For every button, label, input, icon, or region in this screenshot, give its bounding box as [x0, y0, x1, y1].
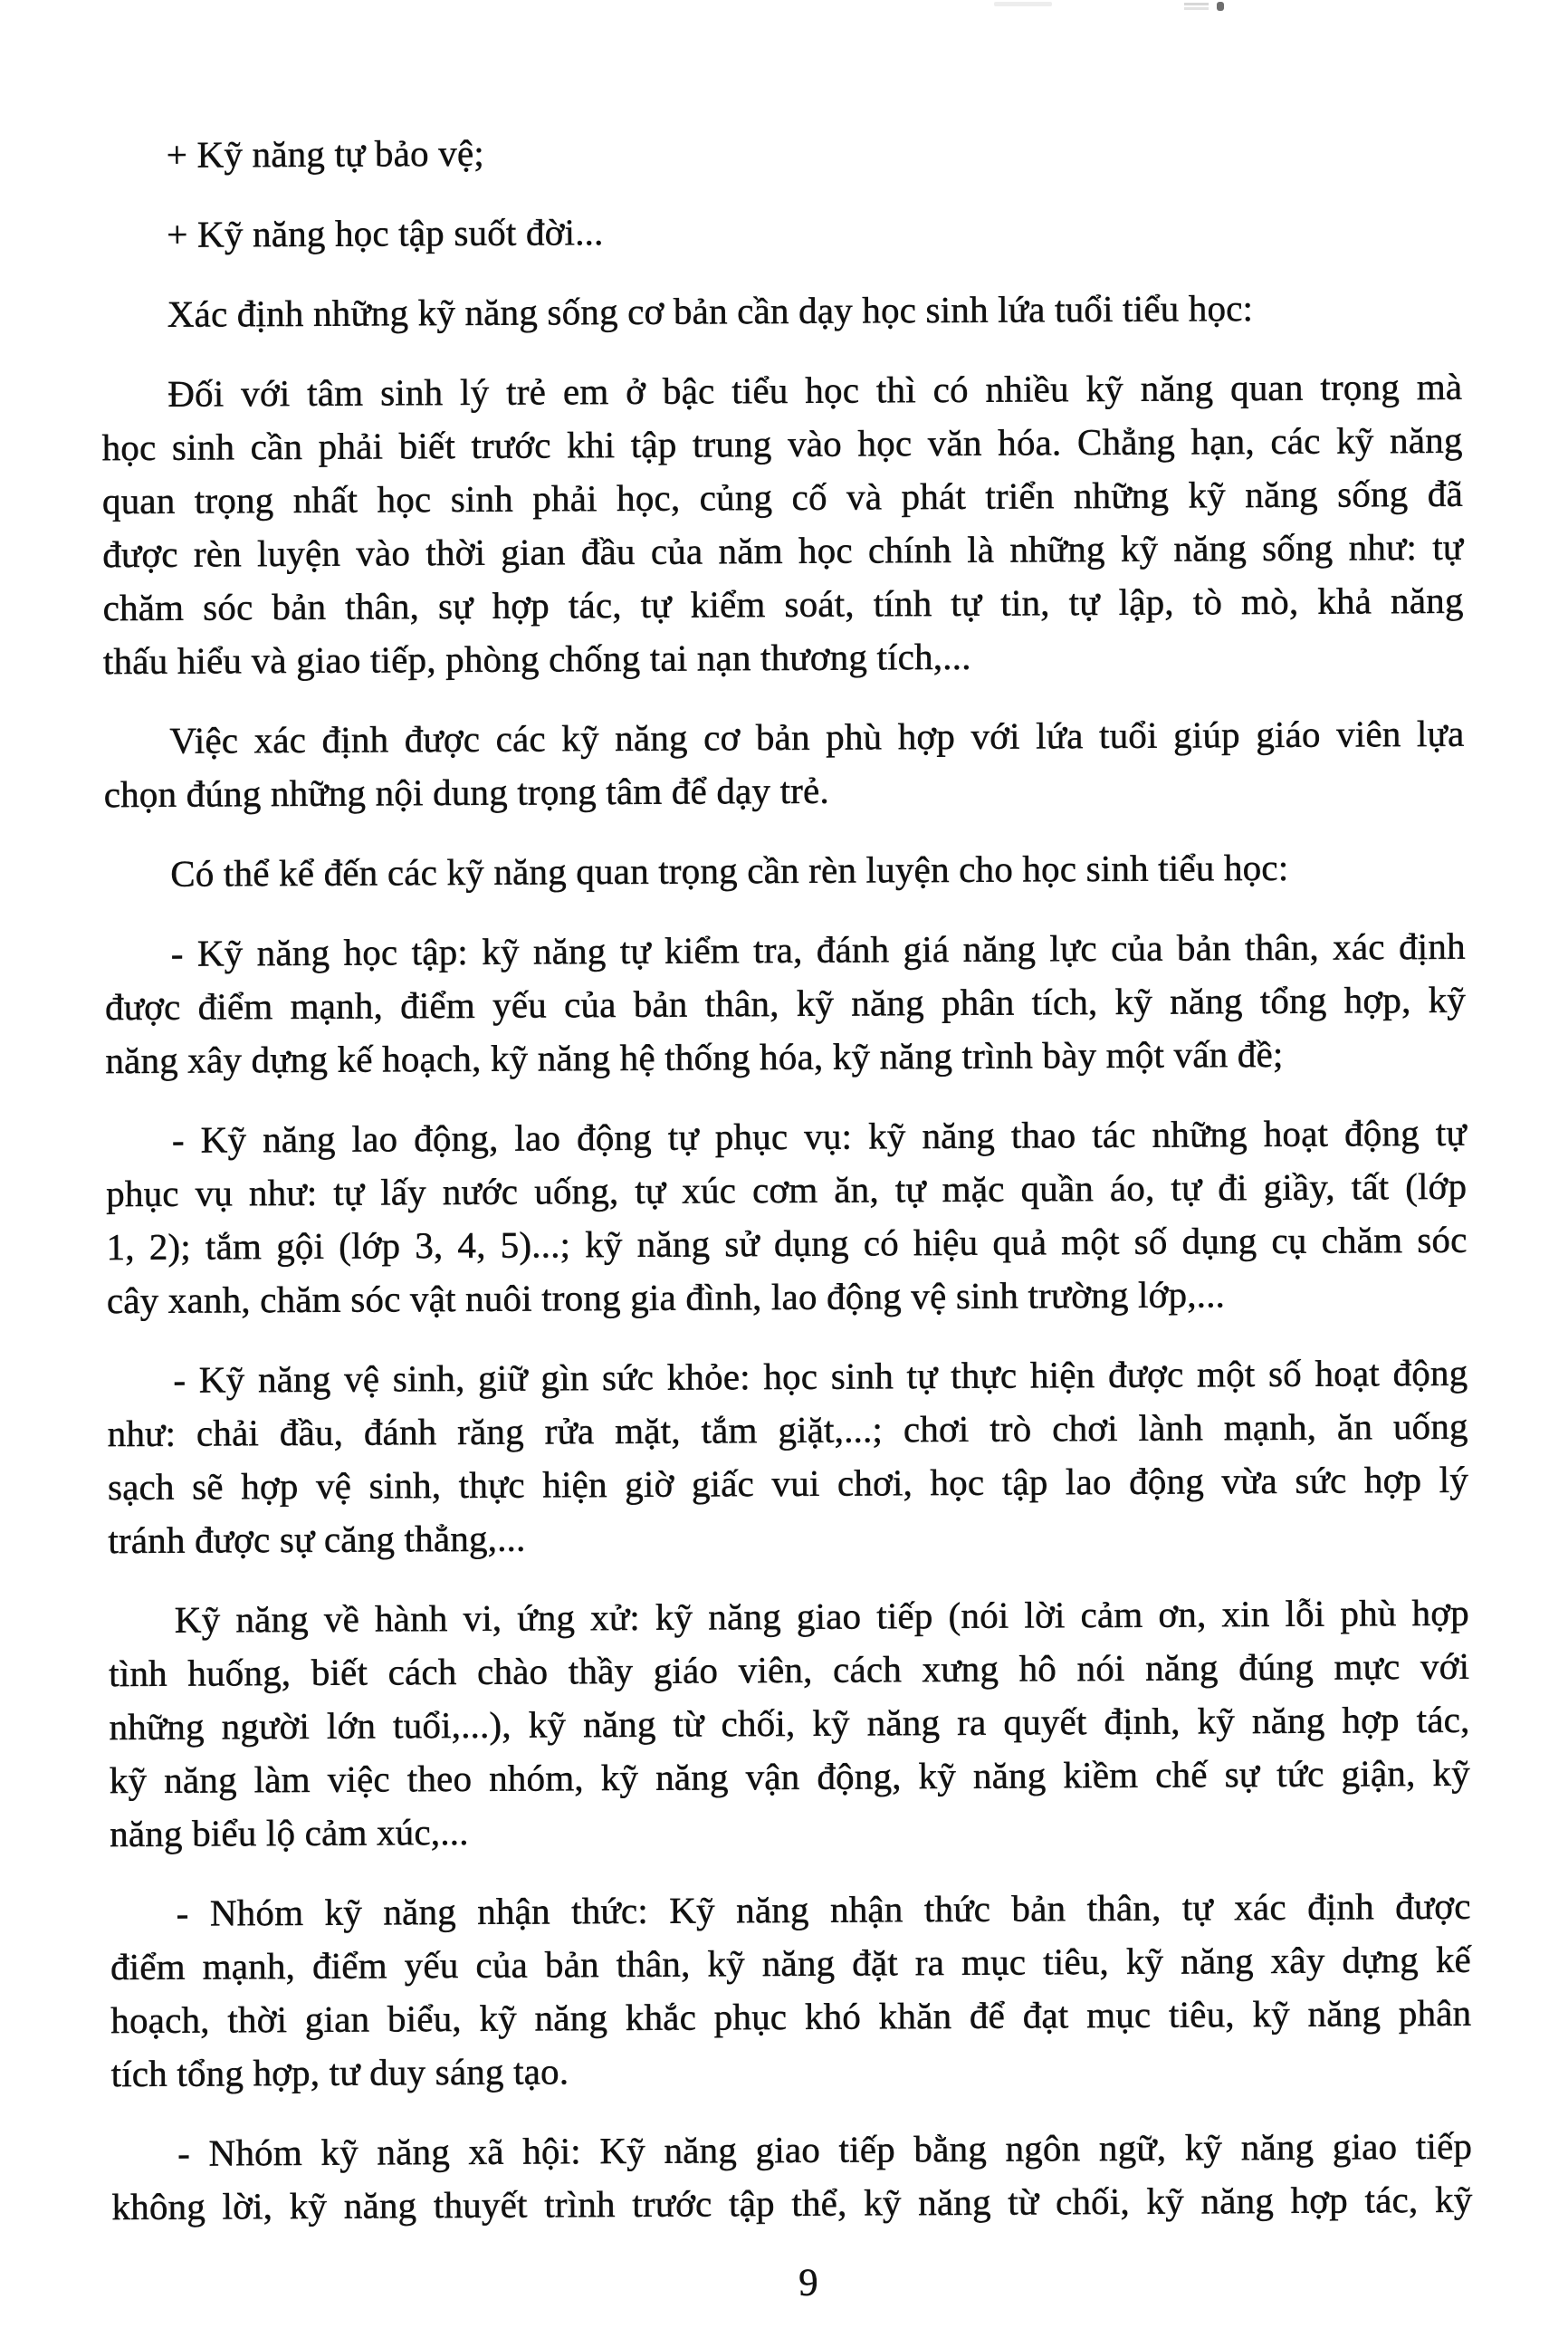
text-line: như: chải đầu, đánh răng rửa mặt, tắm giặt,...; chơi trò chơi lành mạnh, ăn uống: [107, 1404, 1468, 1455]
text-line: tránh được sự căng thẳng,...: [108, 1517, 526, 1562]
text-line: - Nhóm kỹ năng nhận thức: Kỹ năng nhận thức bản thân, tự xác định được: [176, 1884, 1471, 1934]
text-line: được điểm mạnh, điểm yếu của bản thân, kỹ năng phân tích, kỹ năng tổng hợp, kỹ: [104, 978, 1467, 1029]
text-line: kỹ năng làm việc theo nhóm, kỹ năng vận động, kỹ năng kiềm chế sự tức giận, kỹ: [109, 1751, 1470, 1802]
paragraph: [106, 1106, 1468, 1327]
text-line: - Nhóm kỹ năng xã hội: Kỹ năng giao tiếp bằng ngôn ngữ, kỹ năng giao tiếp: [177, 2124, 1473, 2174]
text-line: + Kỹ năng tự bảo vệ;: [166, 131, 485, 176]
text-line: chọn đúng những nội dung trọng tâm để dạy trẻ.: [103, 769, 830, 816]
text-line: Xác định những kỹ năng sống cơ bản cần dạy học sinh lứa tuổi tiểu học:: [167, 287, 1254, 335]
paragraph: [110, 1880, 1472, 2101]
text-line: thấu hiểu và giao tiếp, phòng chống tai nạn thương tích,...: [102, 635, 971, 683]
text-line: Có thể kể đến các kỹ năng quan trọng cần rèn luyện cho học sinh tiểu học:: [170, 846, 1289, 895]
text-line: Việc xác định được các kỹ năng cơ bản phù hợp với lứa tuổi giúp giáo viên lựa: [169, 712, 1465, 762]
text-line: Đối với tâm sinh lý trẻ em ở bậc tiểu học thì có nhiều kỹ năng quan trọng mà: [167, 365, 1463, 415]
page-number: 9: [798, 2261, 818, 2304]
text-line: - Kỹ năng lao động, lao động tự phục vụ: kỹ năng thao tác những hoạt động tự: [171, 1111, 1467, 1161]
text-line: năng xây dựng kế hoạch, kỹ năng hệ thống hóa, kỹ năng trình bày một vấn đề;: [105, 1032, 1284, 1082]
text-line: - Kỹ năng học tập: kỹ năng tự kiểm tra, đánh giá năng lực của bản thân, xác định: [170, 924, 1466, 974]
paragraph: [103, 707, 1465, 821]
paragraph: [104, 840, 1465, 901]
text-line: cây xanh, chăm sóc vật nuôi trong gia đình, lao động vệ sinh trường lớp,...: [106, 1273, 1226, 1322]
text-line: học sinh cần phải biết trước khi tập trung vào học văn hóa. Chẳng hạn, các kỹ năng: [101, 418, 1463, 469]
paragraph: [100, 201, 1461, 262]
text-line: chăm sóc bản thân, sự hợp tác, tự kiểm soát, tính tự tin, tự lập, tò mò, khả năng: [102, 579, 1464, 629]
text-line: điểm mạnh, điểm yếu của bản thân, kỹ năng đặt ra mục tiêu, kỹ năng xây dựng kế: [110, 1938, 1472, 1988]
text-line: tình huống, biết cách chào thầy giáo viên, cách xưng hô nói năng đúng mực với: [109, 1644, 1470, 1695]
text-line: những người lớn tuổi,...), kỹ năng từ chối, kỹ năng ra quyết định, kỹ năng hợp tác,: [109, 1698, 1470, 1748]
text-line: sạch sẽ hợp vệ sinh, thực hiện giờ giấc vui chơi, học tập lao động vừa sức hợp lý: [107, 1458, 1469, 1509]
text-line: hoạch, thời gian biểu, kỹ năng khắc phục khó khăn để đạt mục tiêu, kỹ năng phân: [110, 1991, 1472, 2042]
text-line: quan trọng nhất học sinh phải học, củng cố và phát triển những kỹ năng sống đã: [101, 472, 1464, 522]
paragraph: [111, 2120, 1473, 2234]
text-line: năng biểu lộ cảm xúc,...: [110, 1810, 469, 1855]
text-line: phục vụ như: tự lấy nước uống, tự xúc cơm ăn, tự mặc quần áo, tự đi giầy, tất (lớp: [106, 1164, 1468, 1215]
paragraph: [105, 920, 1467, 1087]
paragraph: [101, 360, 1464, 688]
text-line: tích tổng hợp, tư duy sáng tạo.: [110, 2050, 569, 2095]
text-line: 1, 2); tắm gội (lớp 3, 4, 5)...; kỹ năng sử dụng có hiệu quả một số dụng cụ chăm sóc: [106, 1218, 1468, 1269]
text-line: được rèn luyện vào thời gian đầu của năm học chính là những kỹ năng sống như: tự: [102, 525, 1464, 576]
paragraph: [100, 121, 1461, 182]
text-line: Kỹ năng về hành vi, ứng xử: kỹ năng giao tiếp (nói lời cảm ơn, xin lỗi phù hợp: [174, 1591, 1469, 1641]
text-line: - Kỹ năng vệ sinh, giữ gìn sức khỏe: học sinh tự thực hiện được một số hoạt động: [173, 1351, 1468, 1401]
paragraph: [101, 281, 1462, 341]
paragraph: [109, 1586, 1471, 1861]
text-line: + Kỹ năng học tập suốt đời...: [167, 211, 604, 255]
paragraph: [107, 1346, 1468, 1567]
text-line: không lời, kỹ năng thuyết trình trước tập thể, kỹ năng từ chối, kỹ năng hợp tác, kỹ: [111, 2178, 1473, 2228]
